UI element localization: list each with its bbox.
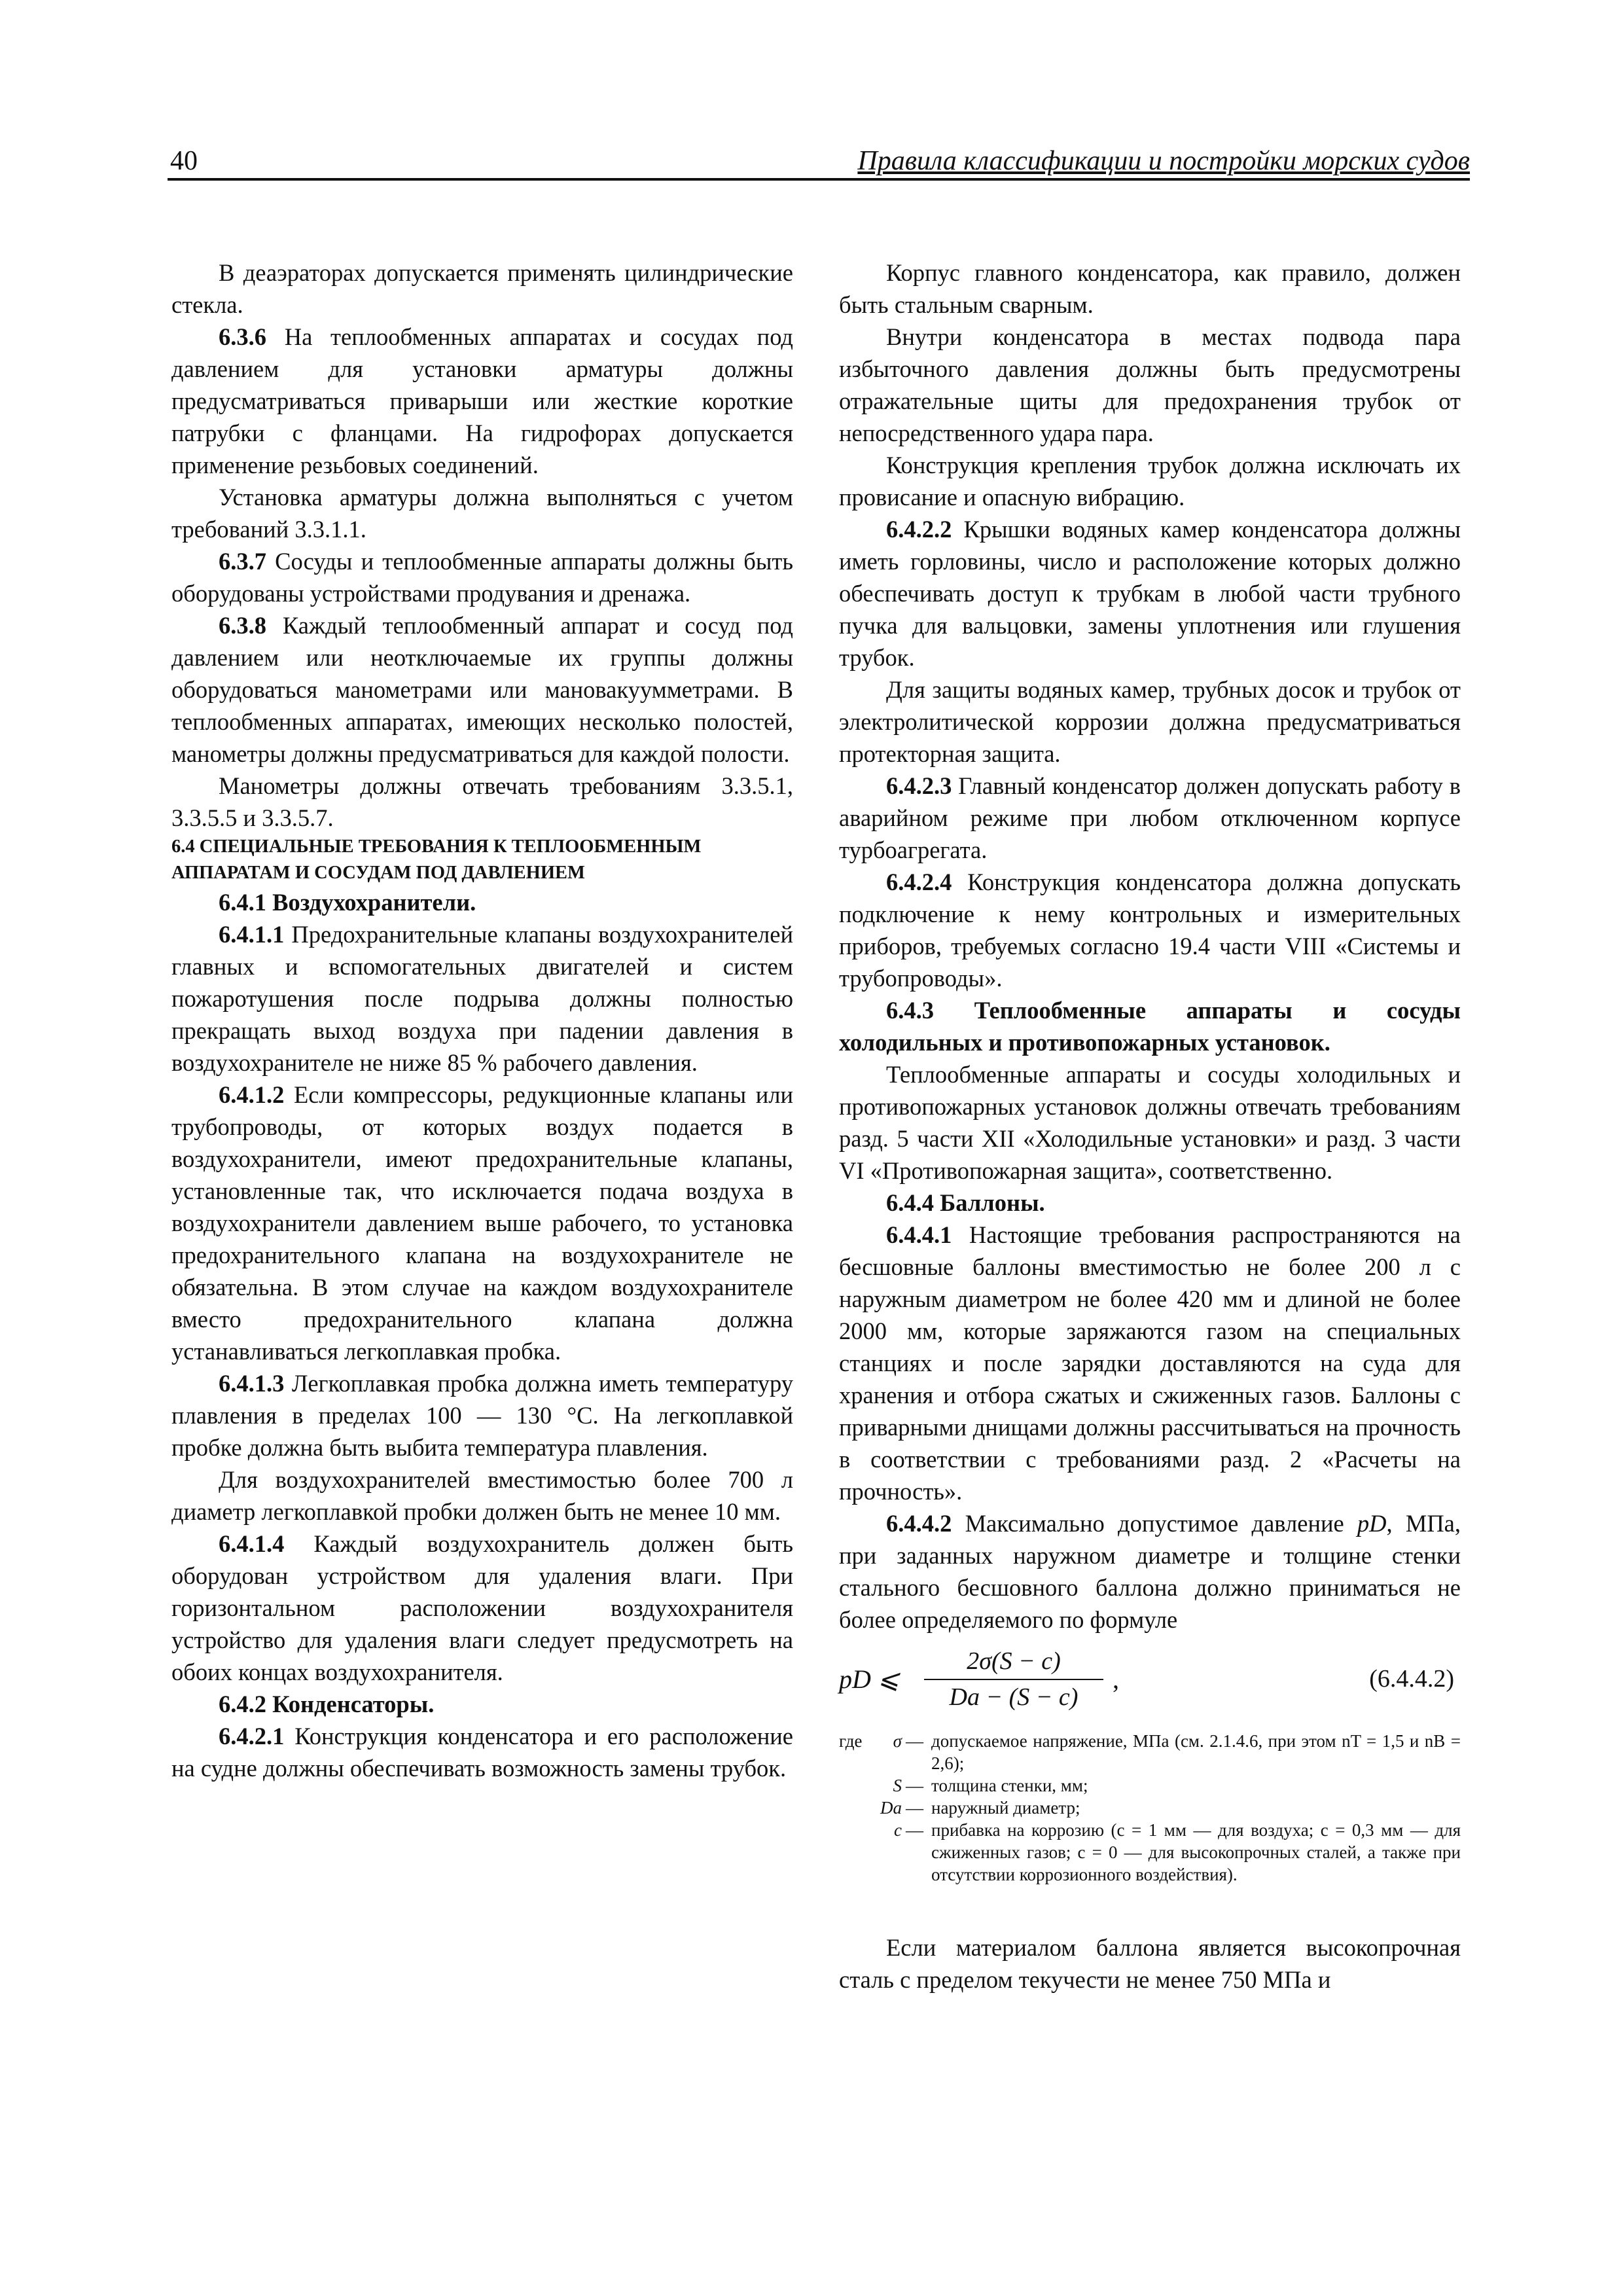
paragraph xyxy=(171,1720,793,1784)
clause-number: 6.3.8 xyxy=(219,612,266,639)
paragraph: Внутри конденсатора в местах подвода пара избыточного давления должны быть предусмотрены отражательные щиты для предохранения трубок от непосредственного удара пара. xyxy=(839,323,1461,446)
clause-number: 6.4.4.1 xyxy=(886,1221,952,1248)
legend-symbol: c xyxy=(894,1820,902,1840)
paragraph: Конструкция крепления трубок должна исключать их провисание и опасную вибрацию. xyxy=(839,452,1461,511)
right-column xyxy=(839,257,1461,1996)
clause-text: Легкоплавкая пробка должна иметь температуру плавления в пределах 100 — 130 °C. На легкоплавкой пробке должна быть выбита температура плавления. xyxy=(171,1370,793,1461)
paragraph xyxy=(171,1079,793,1367)
page-number: 40 xyxy=(170,146,198,176)
fraction-bar xyxy=(924,1679,1103,1680)
paragraph: Если материалом баллона является высокопрочная сталь с пределом текучести не менее 750 МПа и xyxy=(839,1934,1461,1993)
legend-symbol: σ xyxy=(893,1731,902,1751)
clause-number: 6.3.6 xyxy=(219,323,266,350)
paragraph xyxy=(839,866,1461,994)
clause-number: 6.3.7 xyxy=(219,548,266,575)
legend-dash: — xyxy=(906,1776,923,1795)
paragraph xyxy=(839,513,1461,673)
clause-text: На теплообменных аппаратах и сосудах под давлением для установки арматуры должны предусматриваться приварыши или жесткие короткие патрубки с фланцами. На гидрофорах допускается применение резьбовых соединений. xyxy=(171,323,793,478)
paragraph: Корпус главного конденсатора, как правило, должен быть стальным сварным. xyxy=(839,259,1461,318)
legend-item-c xyxy=(839,1819,1461,1886)
clause-text: Конструкция конденсатора должна допускать подключение к нему контрольных и измерительных приборов, требуемых согласно 19.4 части VIII «Системы и трубопроводы». xyxy=(839,869,1461,992)
clause-text: Настоящие требования распространяются на бесшовные баллоны вместимостью не более 200 л с наружным диаметром не более 420 мм и длиной не более 2000 мм, которые заряжаются газом на специальных станциях и после зарядки доставляются на суда для хранения и отбора сжатых и сжиженных газов. Баллоны с приварными днищами должны рассчитываться на прочность в соответствии с требованиями разд. 2 «Расчеты на прочность». xyxy=(839,1221,1461,1505)
clause-number: 6.4.4.2 xyxy=(886,1510,952,1537)
variable-pD: pD xyxy=(1357,1510,1387,1537)
paragraph xyxy=(839,1507,1461,1636)
clause-text: Сосуды и теплообменные аппараты должны быть оборудованы устройствами продувания и дренажа. xyxy=(171,548,793,607)
paragraph xyxy=(171,545,793,609)
legend-lead: где xyxy=(839,1731,863,1751)
clause-number: 6.4.1.1 xyxy=(219,921,285,948)
clause-number: 6.4.2.3 xyxy=(886,772,952,799)
clause-number: 6.4.2.1 xyxy=(219,1723,285,1749)
paragraph xyxy=(171,1528,793,1688)
paragraph xyxy=(839,770,1461,866)
clause-text: Каждый воздухохранитель должен быть оборудован устройством для удаления влаги. При горизонтальном расположении воздухохранителя устройство для удаления влаги следует предусмотреть на обоих концах воздухохранителя. xyxy=(171,1530,793,1685)
formula-numerator: 2σ(S − c) xyxy=(967,1647,1061,1675)
clause-number: 6.4.2.2 xyxy=(886,516,952,543)
formula-fraction xyxy=(919,1645,1109,1713)
clause-text: , МПа, при заданных наружном диаметре и толщине стенки стального бесшовного баллона должно приниматься не более определяемого по формуле xyxy=(839,1510,1461,1633)
paragraph: Для защиты водяных камер, трубных досок и трубок от электролитической коррозии должна предусматриваться протекторная защита. xyxy=(839,676,1461,767)
clause-number: 6.4.1.2 xyxy=(219,1081,285,1108)
subsection-heading: 6.4.3 Теплообменные аппараты и сосуды холодильных и противопожарных установок. xyxy=(839,997,1461,1056)
legend-symbol: S xyxy=(893,1776,902,1795)
subsection-heading: 6.4.2 Конденсаторы. xyxy=(219,1691,435,1717)
legend-symbol: Da xyxy=(880,1798,902,1818)
legend-text: наружный диаметр; xyxy=(931,1798,1080,1818)
clause-number: 6.4.2.4 xyxy=(886,869,952,895)
legend-dash: — xyxy=(906,1820,923,1840)
paragraph: Для воздухохранителей вместимостью более 700 л диаметр легкоплавкой пробки должен быть не менее 10 мм. xyxy=(171,1466,793,1525)
legend-item-da xyxy=(839,1797,1461,1819)
paragraph xyxy=(171,609,793,770)
header-rule xyxy=(168,178,1470,181)
section-heading-line-1: 6.4 СПЕЦИАЛЬНЫЕ ТРЕБОВАНИЯ К ТЕПЛООБМЕННЫМ xyxy=(171,836,702,857)
clause-text: Конструкция конденсатора и его расположение на судне должны обеспечивать возможность замены трубок. xyxy=(171,1723,793,1782)
legend-dash: — xyxy=(906,1731,923,1751)
subsection-heading: 6.4.1 Воздухохранители. xyxy=(219,889,476,916)
clause-number: 6.4.1.3 xyxy=(219,1370,285,1397)
legend-text: толщина стенки, мм; xyxy=(931,1776,1088,1795)
section-heading-line-2: АППАРАТАМ И СОСУДАМ ПОД ДАВЛЕНИЕМ xyxy=(171,863,585,883)
clause-text: Каждый теплообменный аппарат и сосуд под давлением или неотключаемые их группы должны оборудоваться манометрами или мановакуумметрами. В теплообменных аппаратах, имеющих несколько полостей, манометры должны предусматриваться для каждой полости. xyxy=(171,612,793,767)
paragraph: Установка арматуры должна выполняться с учетом требований 3.3.1.1. xyxy=(171,484,793,543)
left-column xyxy=(171,257,793,1784)
legend-dash: — xyxy=(906,1798,923,1818)
legend-item-sigma xyxy=(839,1730,1461,1774)
formula-denominator: Da − (S − c) xyxy=(949,1683,1079,1711)
paragraph xyxy=(171,1367,793,1463)
page-header xyxy=(168,143,1470,178)
paragraph xyxy=(171,321,793,481)
legend-item-s xyxy=(839,1774,1461,1797)
clause-text: Крышки водяных камер конденсатора должны иметь горловины, число и расположение которых должно обеспечивать доступ к трубкам в любой части трубного пучка для вальцовки, замены уплотнения или глушения трубок. xyxy=(839,516,1461,671)
paragraph: Манометры должны отвечать требованиям 3.3.5.1, 3.3.5.5 и 3.3.5.7. xyxy=(171,772,793,831)
clause-text: Если компрессоры, редукционные клапаны или трубопроводы, от которых воздух подается в воздухохранители, имеют предохранительные клапаны, установленные так, что исключается подача воздуха в воздухохранители давлением выше рабочего, то установка предохранительного клапана на воздухохранителе не обязательна. В этом случае на каждом воздухохранителе вместо предохранительного клапана должна устанавливаться легкоплавкая пробка. xyxy=(171,1081,793,1365)
formula-legend xyxy=(839,1730,1461,1886)
paragraph: В деаэраторах допускается применять цилиндрические стекла. xyxy=(171,259,793,318)
paragraph: Теплообменные аппараты и сосуды холодильных и противопожарных установок должны отвечать требованиям разд. 5 части XII «Холодильные установки» и разд. 3 части VI «Противопожарная защита», соответственно. xyxy=(839,1061,1461,1184)
clause-number: 6.4.1.4 xyxy=(219,1530,285,1557)
clause-text: Предохранительные клапаны воздухохранителей главных и вспомогательных двигателей и систем пожаротушения после подрыва должны полностью прекращать выход воздуха при падении давления в воздухохранителе не ниже 85 % рабочего давления. xyxy=(171,921,793,1076)
legend-text: допускаемое напряжение, МПа (см. 2.1.4.6, при этом nT = 1,5 и nB = 2,6); xyxy=(931,1731,1461,1773)
clause-text: Главный конденсатор должен допускать работу в аварийном режиме при любом отключенном корпусе турбоагрегата. xyxy=(839,772,1461,863)
legend-text: прибавка на коррозию (c = 1 мм — для воздуха; c = 0,3 мм — для сжиженных газов; c = 0 — для высокопрочных сталей, а также при отсутствии коррозионного воздействия). xyxy=(931,1820,1461,1884)
paragraph xyxy=(839,1219,1461,1507)
clause-text: Максимально допустимое давление xyxy=(952,1510,1357,1537)
section-heading xyxy=(171,834,793,886)
equation-number: (6.4.4.2) xyxy=(1369,1665,1454,1693)
subsection-heading: 6.4.4 Баллоны. xyxy=(886,1189,1045,1216)
running-title: Правила классификации и постройки морских судов xyxy=(857,146,1470,176)
formula-comma: , xyxy=(1113,1664,1119,1694)
formula-6-4-4-2 xyxy=(839,1645,1461,1718)
paragraph xyxy=(171,918,793,1079)
formula-lhs: pD ⩽ xyxy=(839,1664,900,1694)
